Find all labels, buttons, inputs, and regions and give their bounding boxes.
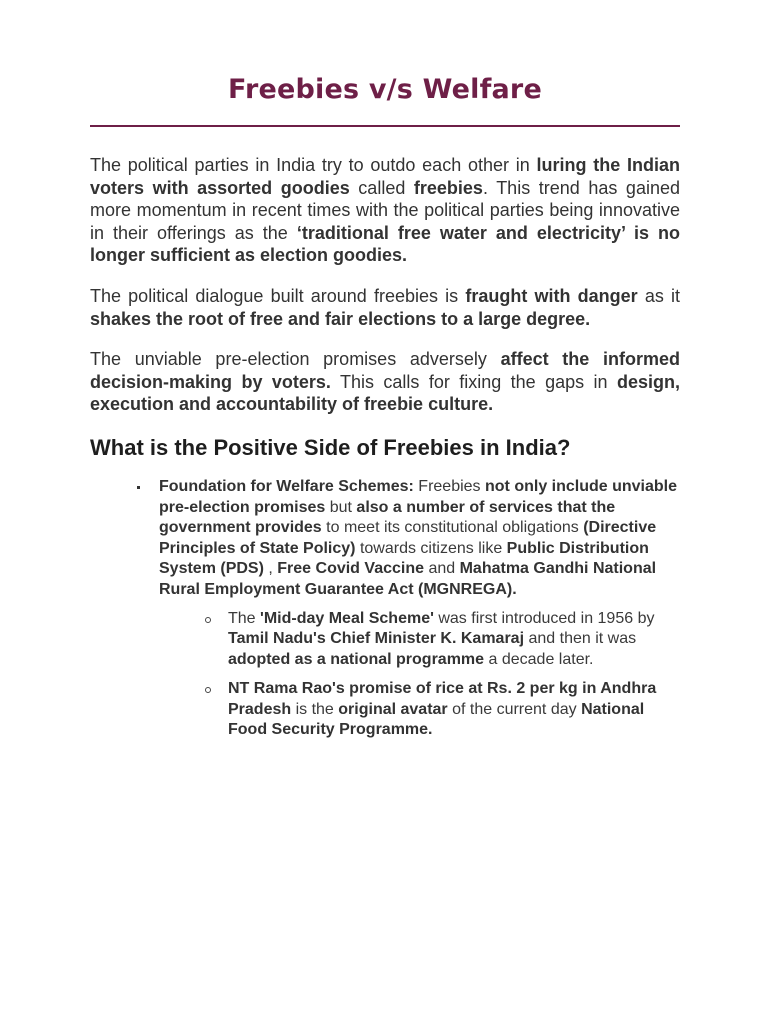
text-run: a decade later.	[484, 650, 594, 668]
text-run: The	[228, 609, 261, 627]
text-run: called	[349, 177, 414, 198]
bold-text-run: Tamil Nadu's Chief Minister K. Kamaraj	[228, 630, 525, 648]
section-heading: What is the Positive Side of Freebies in India?	[90, 434, 571, 460]
bold-text-run: freebies	[413, 177, 483, 198]
text-run: towards citizens like	[355, 539, 507, 557]
bold-text-run: fraught with danger	[465, 285, 638, 306]
positive-side-list	[90, 477, 680, 741]
bold-text-run: (Directive Principles of State Policy)	[159, 519, 657, 557]
circle-bullet-icon	[205, 617, 211, 623]
bold-text-run: shakes the root of free and fair elections to a large degree.	[90, 308, 591, 329]
sub-item-mid-day-meal	[228, 609, 680, 671]
text-run: and	[424, 560, 460, 578]
bold-text-run: Public Distribution System (PDS)	[159, 539, 649, 578]
text-run: was first introduced in 1956 by	[433, 609, 655, 627]
text-run: The unviable pre-election promises adversely	[90, 349, 501, 370]
bold-text-run: NT Rama Rao's promise of rice at Rs. 2 per kg in Andhra Pradesh	[228, 680, 657, 718]
paragraph-danger	[90, 285, 680, 330]
text-run: and then it was	[524, 630, 637, 648]
bold-text-run: affect the informed decision-making by voters.	[90, 349, 680, 392]
paragraph-promises	[90, 348, 680, 416]
circle-bullet-icon	[205, 687, 211, 693]
text-run: The political dialogue built around freebies is	[90, 285, 466, 306]
bold-text-run: adopted as a national programme	[228, 650, 485, 668]
text-run: This calls for fixing the gaps in	[330, 371, 617, 392]
text-run: Freebies	[413, 477, 485, 495]
text-run: . This trend has gained more momentum in recent times with the political parties being innovative in their offerings as the	[90, 177, 680, 243]
square-bullet-icon	[137, 486, 140, 489]
bold-text-run: luring the Indian voters with assorted goodies	[90, 155, 680, 198]
sub-item-text	[228, 610, 654, 668]
bold-text-run: Free Covid Vaccine	[277, 560, 424, 578]
bold-text-run: 'Mid-day Meal Scheme'	[260, 609, 434, 627]
text-run: to meet its constitutional obligations	[321, 519, 584, 537]
bold-text-run: ‘traditional free water and electricity’ is no longer sufficient as election goodies.	[90, 222, 680, 266]
welfare-examples-list	[159, 609, 680, 742]
text-run: The political parties in India try to outdo each other in	[90, 155, 537, 175]
text-run: but	[325, 498, 357, 516]
title-divider	[90, 125, 680, 127]
text-run: is the	[291, 700, 339, 718]
text-run: as it	[637, 285, 680, 306]
bold-text-run: original avatar	[338, 700, 448, 718]
bold-text-run: also a number of services that the government provides	[159, 498, 616, 537]
text-run: of the current day	[447, 700, 582, 718]
bold-text-run: design, execution and accountability of freebie culture.	[90, 371, 680, 415]
bold-text-run: Foundation for Welfare Schemes:	[159, 477, 414, 495]
list-item-welfare-schemes	[159, 477, 680, 741]
list-item-text	[159, 478, 677, 598]
sub-item-rice-scheme	[228, 679, 680, 741]
bold-text-run: Mahatma Gandhi National Rural Employment Guarantee Act (MGNREGA).	[159, 560, 657, 598]
document-page	[90, 0, 680, 750]
paragraph-intro	[90, 154, 680, 267]
bold-text-run: National Food Security Programme.	[228, 700, 645, 739]
text-run: ,	[263, 560, 278, 578]
sub-item-text	[228, 680, 656, 738]
bold-text-run: not only include unviable pre-election promises	[159, 477, 678, 516]
document-title: Freebies v/s Welfare	[228, 74, 542, 105]
